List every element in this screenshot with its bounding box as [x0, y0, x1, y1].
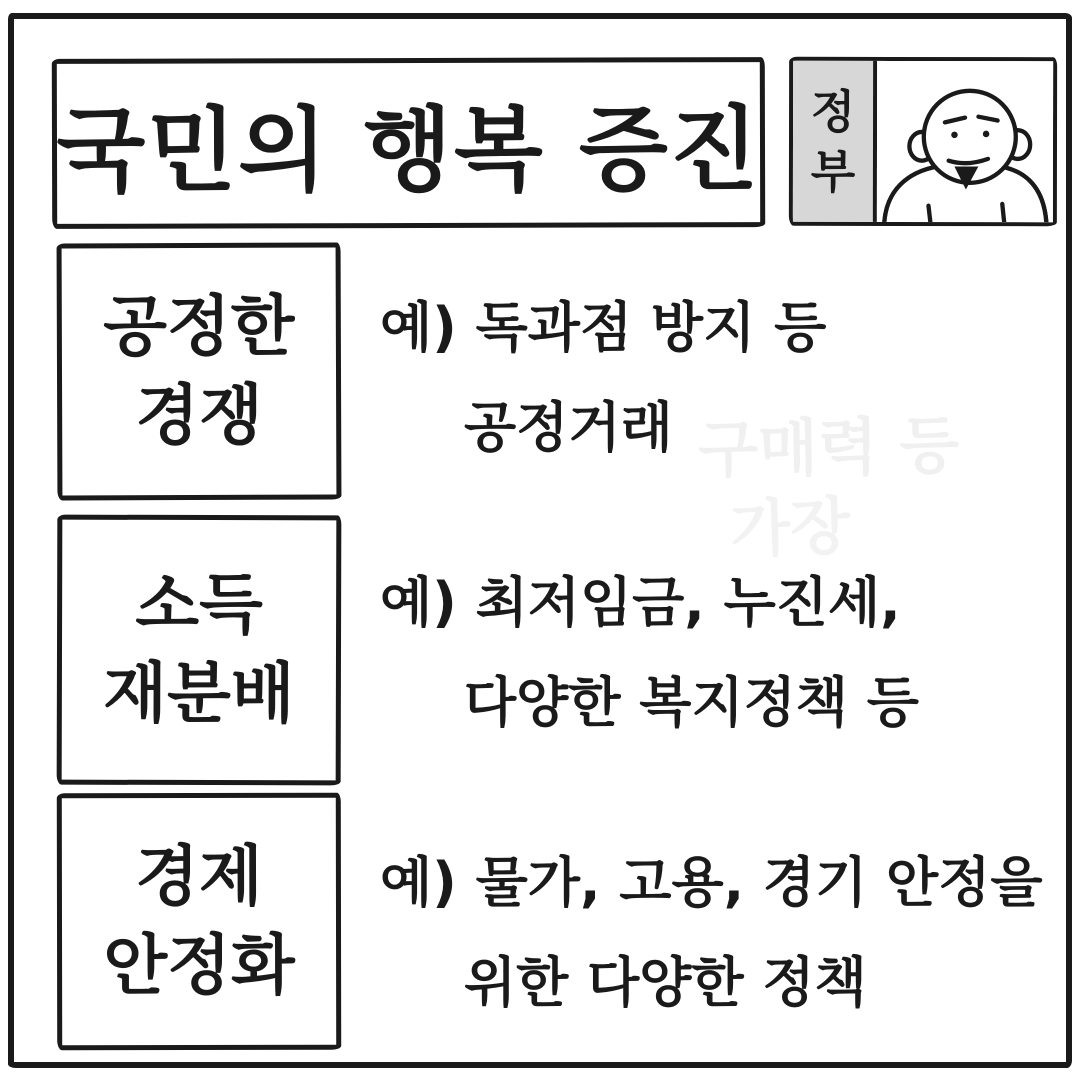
example-line: 다양한 복지정책 등 [464, 671, 919, 734]
page-title: 국민의 행복 증진 [56, 96, 761, 205]
topic-label-line: 공정한 [103, 287, 295, 366]
title-box [52, 57, 765, 229]
topic-label-line: 소득 [135, 566, 263, 644]
topic-label-line: 경쟁 [135, 376, 264, 454]
government-label-char-1: 정 [810, 84, 856, 139]
government-badge [789, 57, 1057, 226]
topic-label-line: 경제 [135, 837, 263, 916]
topic-box-economic-stabilization [57, 793, 341, 1050]
example-line: 공정거래 [464, 396, 673, 459]
example-line: 위한 다양한 정책 [464, 951, 867, 1014]
government-portrait [877, 61, 1053, 222]
example-line: 예) 최저임금, 누진세, [380, 571, 901, 634]
example-line: 예) 독과점 방지 등 [380, 296, 827, 359]
topic-label-line: 안정화 [103, 926, 295, 1004]
government-label-char-2: 부 [810, 144, 856, 199]
example-fair-competition [380, 278, 1052, 478]
government-person-icon [877, 61, 1053, 222]
example-income-redistribution [380, 553, 1052, 753]
example-line: 예) 물가, 고용, 경기 안정을 [380, 851, 1043, 914]
government-label [793, 61, 877, 222]
topic-label-line: 재분배 [103, 654, 295, 733]
example-economic-stabilization [380, 833, 1052, 1033]
topic-box-income-redistribution [57, 515, 342, 786]
topic-box-fair-competition [57, 243, 342, 501]
